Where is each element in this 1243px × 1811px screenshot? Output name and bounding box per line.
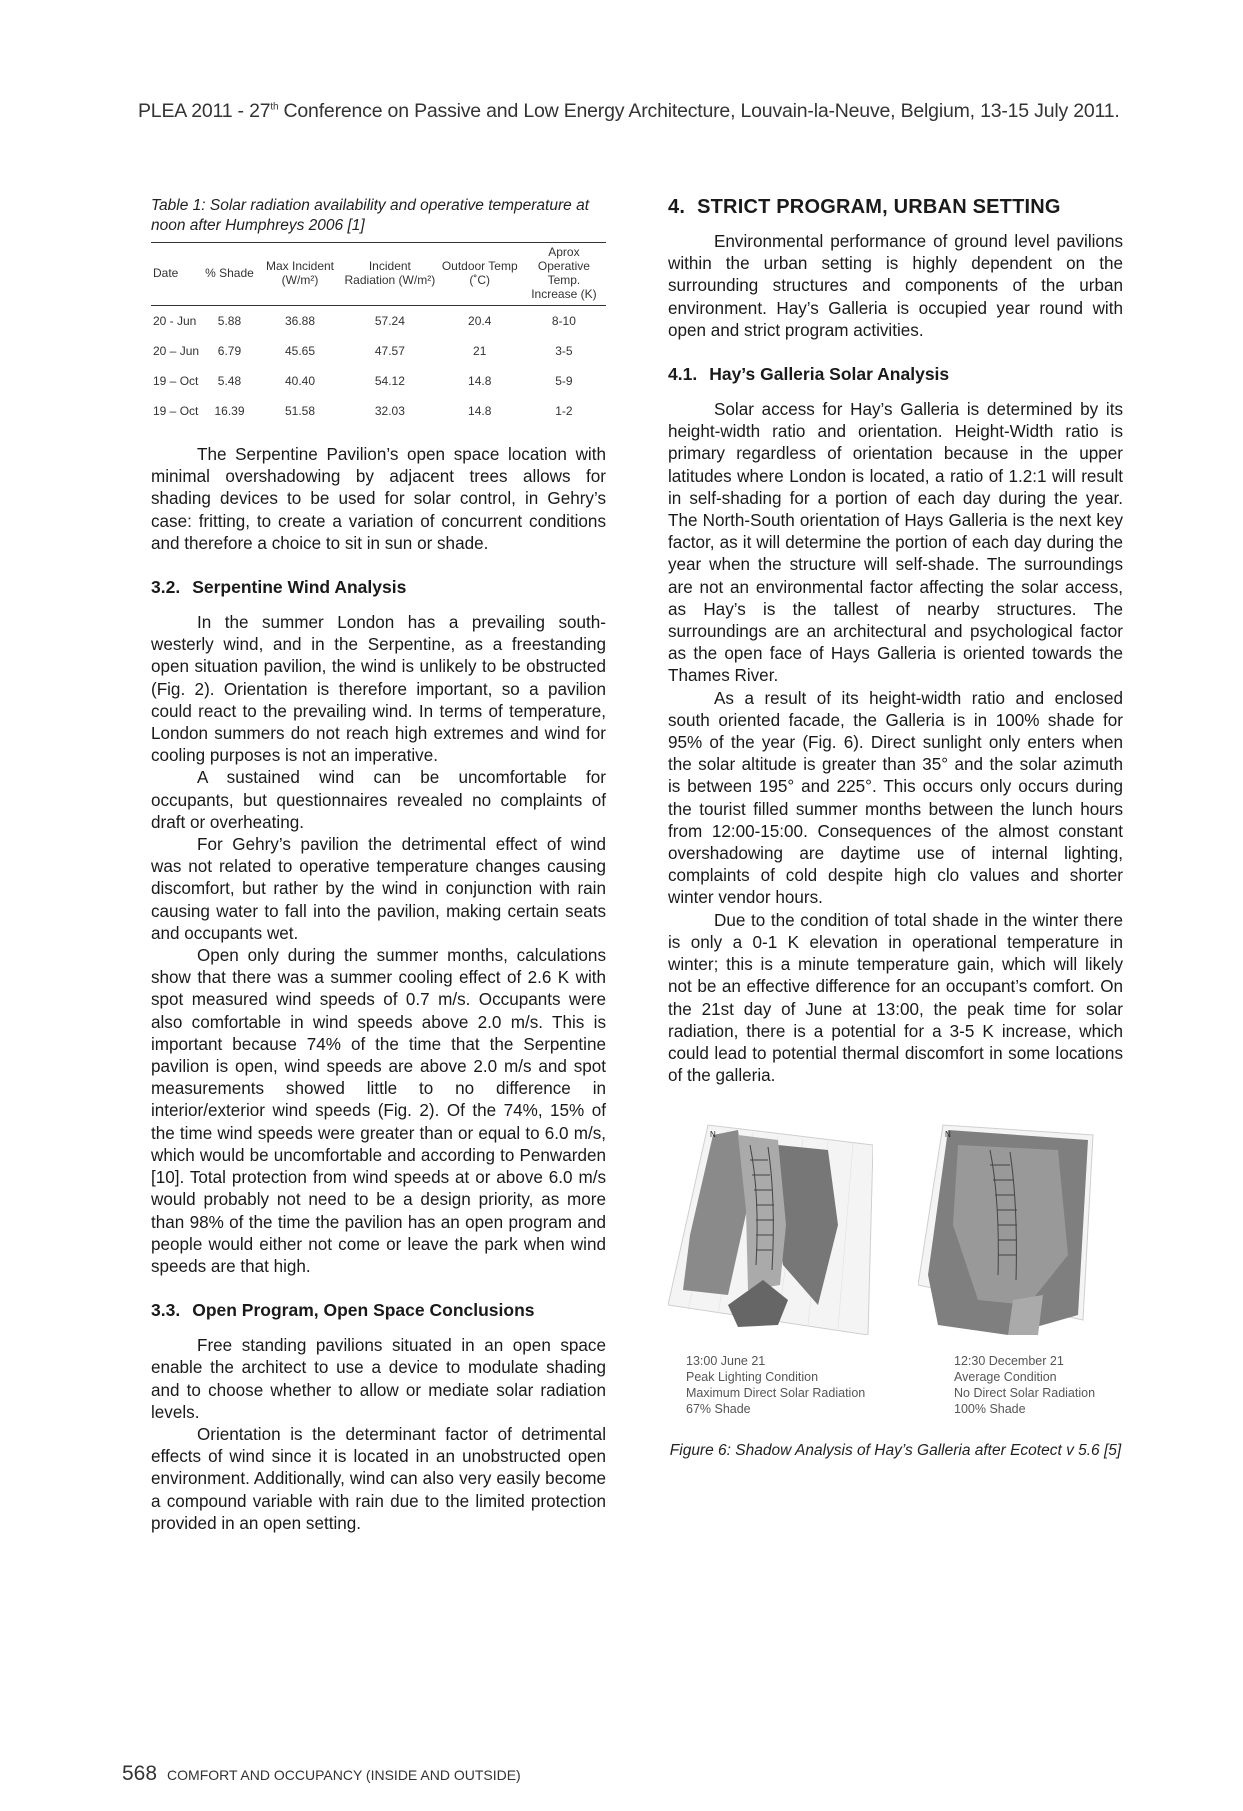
page-footer <box>122 1762 521 1786</box>
right-column <box>668 196 1123 1461</box>
paragraph: Free standing pavilions situated in an open space enable the architect to use a device to modulate shading and to choose whether to allow or mediate solar radiation levels. <box>151 1336 606 1422</box>
table-row <box>151 366 606 396</box>
section-heading-4-1: 4.1. Hay’s Galleria Solar Analysis <box>668 364 950 385</box>
table-cell: 3-5 <box>555 344 573 358</box>
table-header: Incident Radiation (W/m²) <box>342 243 438 306</box>
page-number: 568 <box>122 1762 158 1785</box>
table-cell: 40.40 <box>284 374 316 388</box>
table-header: Max Incident (W/m²) <box>258 243 342 306</box>
shadow-analysis-december-image <box>918 1115 1123 1335</box>
table-cell: 16.39 <box>214 404 245 418</box>
table-header: Aprox Operative Temp. Increase (K) <box>522 243 606 306</box>
table-cell: 14.8 <box>468 404 492 418</box>
table-cell: 1-2 <box>555 404 573 418</box>
paragraph: The Serpentine Pavilion’s open space location with minimal overshadowing by adjacent trees allows for shading devices to be used for solar control, in Gehry’s case: fritting, to create a variation of concurrent conditions and therefore a choice to sit in sun or shade. <box>151 445 606 553</box>
section-heading-3-3: 3.3. Open Program, Open Space Conclusions <box>151 1300 535 1321</box>
section-heading-4: 4. STRICT PROGRAM, URBAN SETTING <box>668 196 1061 218</box>
table-header: Date <box>151 243 201 306</box>
solar-radiation-table <box>151 242 606 426</box>
table-caption: Table 1: Solar radiation availability and operative temperature at noon after Humphreys 2006 [1] <box>151 197 589 234</box>
figure-panel-label: 13:00 June 21 Peak Lighting Condition Maximum Direct Solar Radiation 67% Shade <box>686 1354 866 1417</box>
table-cell: 21 <box>473 344 487 358</box>
table-cell: 8-10 <box>551 314 576 328</box>
table-header: % Shade <box>201 243 258 306</box>
paragraph: Orientation is the determinant factor of detrimental effects of wind since it is located in an unobstructed open environment. Additionally, wind can also very easily become a compound variable with rain due to the limited protection provided in an open setting. <box>151 1424 606 1533</box>
table-row <box>151 396 606 426</box>
table-cell: 14.8 <box>468 374 492 388</box>
table-row <box>151 336 606 366</box>
table-header-row <box>151 243 606 306</box>
table-cell: 5.48 <box>217 374 242 388</box>
paragraph: As a result of its height-width ratio and enclosed south oriented facade, the Galleria is in 100% shade for 95% of the year (Fig. 6). Direct sunlight only enters when the solar altitude is greater than 35° and the solar azimuth is between 195° and 225°. This occurs only occurs during the tourist filled summer months between the lunch hours from 12:00-15:00. Consequences of the almost constant overshadowing are daytime use of internal lighting, complaints of cold despite high clo values and shorter winter vendor hours. <box>668 688 1123 908</box>
paragraph: Environmental performance of ground level pavilions within the urban setting is highly dependent on the surrounding structures and components of the urban environment. Hay’s Galleria is occupied year round with open and strict program activities. <box>668 232 1123 340</box>
paragraph: A sustained wind can be uncomfortable for occupants, but questionnaires revealed no complaints of draft or overheating. <box>151 768 606 832</box>
table-cell: 54.12 <box>374 374 405 388</box>
paragraph: Open only during the summer months, calculations show that there was a summer cooling effect of 2.6 K with spot measured wind speeds of 0.7 m/s. Occupants were also comfortable in wind speeds above 2.0 m/s. This is important because 74% of the time that the Serpentine pavilion is open, wind speeds are above 2.0 m/s and spot measurements showed little to no difference in interior/exterior wind speeds (Fig. 2). Of the 74%, 15% of the time wind speeds were greater than or equal to 6.0 m/s, which would be uncomfortable and according to Penwarden [10]. Total protection from wind speeds at or above 6.0 m/s would probably not need to be a design priority, as more than 98% of the time the pavilion has an open program and people would either not come or leave the park when wind speeds are that high. <box>151 946 606 1276</box>
table-cell: 57.24 <box>374 314 405 328</box>
table-cell: 20 – Jun <box>153 344 200 358</box>
section-heading-3-2: 3.2. Serpentine Wind Analysis <box>151 577 407 598</box>
table-cell: 6.79 <box>217 344 242 358</box>
paragraph: For Gehry’s pavilion the detrimental effect of wind was not related to operative temperature changes causing discomfort, but rather by the wind in conjunction with rain causing water to fall into the pavilion, making certain seats and occupants wet. <box>151 835 606 943</box>
table-cell: 19 – Oct <box>153 374 199 388</box>
table-cell: 19 – Oct <box>153 404 199 418</box>
paragraph: In the summer London has a prevailing south-westerly wind, and in the Serpentine, as a freestanding open situation pavilion, the wind is unlikely to be obstructed (Fig. 2). Orientation is therefore important, so a pavilion could react to the prevailing wind. In terms of temperature, London summers do not reach high extremes and wind for cooling purposes is not an imperative. <box>151 613 606 766</box>
running-header: PLEA 2011 - 27th Conference on Passive and Low Energy Architecture, Louvain-la-Neuve, Belgium, 13-15 July 2011. <box>138 100 1120 122</box>
table-cell: 32.03 <box>374 404 405 418</box>
shadow-analysis-june-image <box>668 1115 873 1335</box>
table-cell: 5-9 <box>555 374 573 388</box>
figure-caption: Figure 6: Shadow Analysis of Hay’s Galleria after Ecotect v 5.6 [5] <box>669 1442 1122 1460</box>
table-cell: 20.4 <box>468 314 492 328</box>
table-header: Outdoor Temp (˚C) <box>438 243 522 306</box>
table-cell: 36.88 <box>284 314 316 328</box>
paragraph: Due to the condition of total shade in the winter there is only a 0-1 K elevation in operational temperature in winter; this is a minute temperature gain, which will likely not be an effective difference for an occupant’s comfort. On the 21st day of June at 13:00, the peak time for solar radiation, there is a potential for a 3-5 K increase, which could lead to potential thermal discomfort in some locations of the galleria. <box>668 910 1123 1086</box>
table-cell: 5.88 <box>217 314 242 328</box>
table-cell: 45.65 <box>284 344 316 358</box>
paragraph: Solar access for Hay’s Galleria is determined by its height-width ratio and orientation. Height-Width ratio is primary regardless of orientation because in the upper latitudes where London is located, a ratio of 1.2:1 will result in self-shading for a portion of each day during the year. The North-South orientation of Hays Galleria is the next key factor, as it will determine the portion of each day during the year when the structure will self-shade. The surroundings are not an environmental factor affecting the solar access, as Hay’s is the tallest of nearby structures. The surroundings are an architectural and psychological factor as the open face of Hays Galleria is oriented towards the Thames River. <box>668 400 1123 686</box>
footer-section: COMFORT AND OCCUPANCY (INSIDE AND OUTSIDE) <box>167 1767 521 1783</box>
svg-text:N: N <box>710 1130 716 1140</box>
table-row <box>151 306 606 337</box>
table-cell: 47.57 <box>374 344 405 358</box>
figure-6 <box>668 1115 1123 1435</box>
table-cell: 51.58 <box>284 404 316 418</box>
left-column <box>151 196 606 1535</box>
svg-text:N: N <box>945 1130 951 1140</box>
figure-panel-label: 12:30 December 21 Average Condition No Direct Solar Radiation 100% Shade <box>954 1354 1096 1417</box>
table-cell: 20 - Jun <box>153 314 197 328</box>
